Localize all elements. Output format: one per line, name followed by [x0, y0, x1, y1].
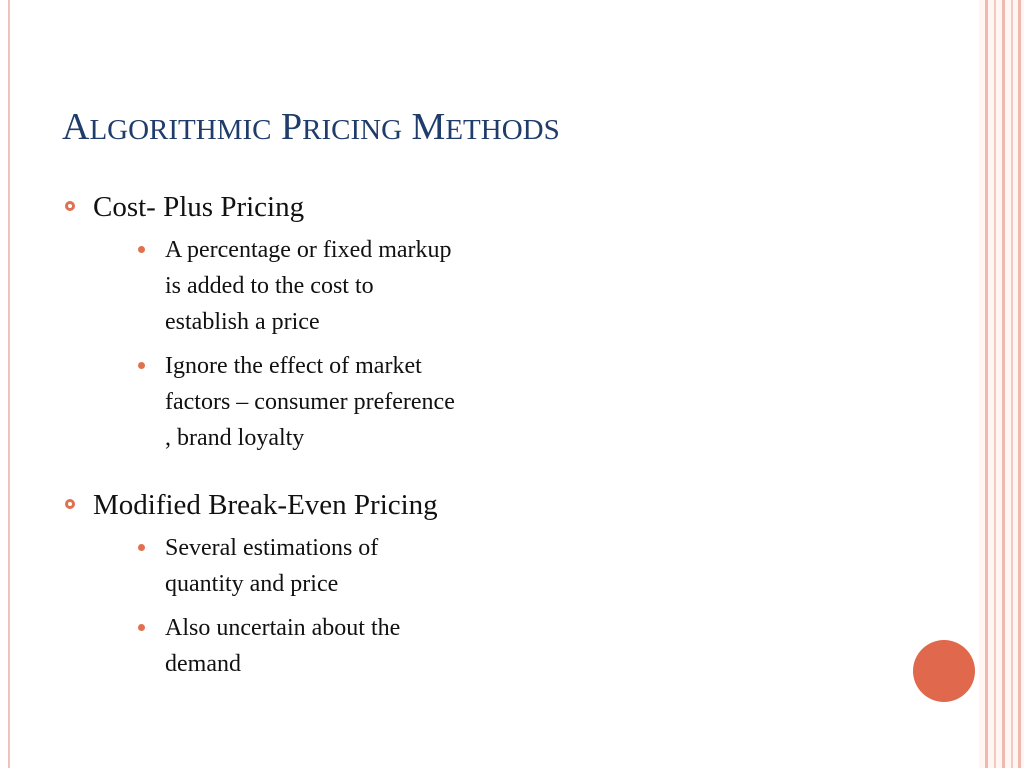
sub-item — [93, 348, 594, 456]
right-stripe — [1011, 0, 1013, 768]
sub-item — [93, 232, 594, 340]
right-stripe — [985, 0, 988, 768]
outline-item-text: Cost- Plus Pricing — [93, 191, 305, 223]
left-border-line — [8, 0, 10, 768]
sub-item-text: Several estimations of quantity and price — [165, 535, 379, 597]
right-stripe — [1002, 0, 1005, 768]
outline-item — [62, 188, 582, 456]
dot-bullet-icon — [138, 544, 145, 551]
ring-bullet-icon — [65, 201, 75, 211]
sub-list — [93, 530, 582, 682]
sub-item-text: Also uncertain about the demand — [165, 615, 401, 677]
sub-item — [93, 530, 594, 602]
sub-item — [93, 610, 594, 682]
dot-bullet-icon — [138, 624, 145, 631]
right-stripe — [1018, 0, 1021, 768]
decorative-circle — [913, 640, 975, 702]
sub-item-text: A percentage or fixed markup is added to the cost to establish a price — [165, 237, 452, 335]
dot-bullet-icon — [138, 246, 145, 253]
slide-outline — [62, 188, 582, 682]
outline-item — [62, 486, 582, 682]
dot-bullet-icon — [138, 362, 145, 369]
slide-title: ALGORITHMIC PRICING METHODS — [62, 106, 560, 148]
right-stripe — [994, 0, 996, 768]
sub-item-text: Ignore the effect of market factors – consumer preference , brand loyalty — [165, 353, 455, 451]
outline-item-text: Modified Break-Even Pricing — [93, 489, 438, 521]
sub-list — [93, 232, 582, 456]
ring-bullet-icon — [65, 499, 75, 509]
